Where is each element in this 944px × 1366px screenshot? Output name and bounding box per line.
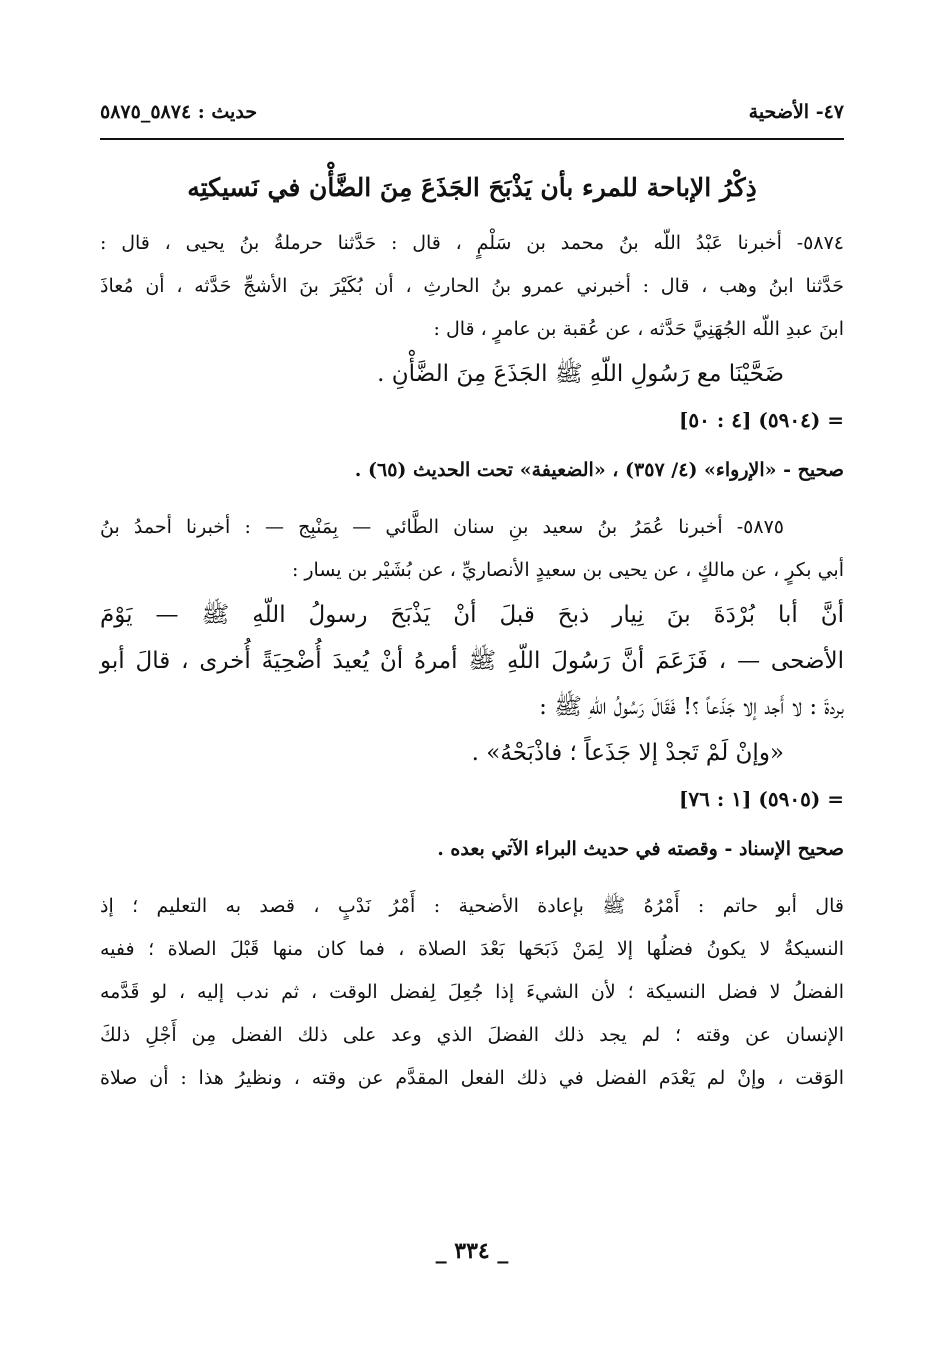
commentary-line: النسيكةُ لا يكونُ فضلُها إلا لِمَنْ ذَبَحَها بَعْدَ الصلاة ، فما كان منها قَبْلَ الصلاة ؛ ففيه — [100, 938, 844, 960]
page-number: _ ٣٣٤ _ — [435, 1238, 509, 1264]
matn-line: بردةَ : لا أَجد إلا جَذَعاً ؟! فَقَالَ رَسُولُ اللّهِ ﷺ : — [539, 694, 844, 720]
commentary-line: الفضلُ لا فضل النسيكة ؛ لأن الشيءَ إذا جُعِلَ لِفضل الوقت ، ثم ندب إليه ، لو قَدَّمه — [100, 981, 844, 1003]
section-title: ذِكْرُ الإباحة للمرء بأن يَذْبَحَ الجَذَعَ مِنَ الضَّأْن في نَسيكتِه — [187, 173, 757, 202]
chapter-title: ٤٧- الأضحية — [748, 101, 844, 123]
isnad-line: حَدَّثنا ابنُ وهب ، قال : أخبرني عمرو بنُ الحارثِ ، أن بُكَيْرَ بنَ الأشجِّ حَدَّثه ، أن مُعاذَ — [100, 275, 844, 297]
matn-line: الأضحى — ، فَزَعَمَ أنَّ رَسُولَ اللّهِ ﷺ أمرهُ أنْ يُعيدَ أُضْحِيَةً أُخرى ، قالَ أبو — [100, 648, 844, 674]
isnad-line: ٥٨٧٤- أخبرنا عَبْدُ اللّه بنُ محمد بن سَلْمٍ ، قال : حَدَّثنا حرملةُ بنُ يحيى ، قال : — [100, 232, 844, 254]
isnad-line: ٥٨٧٥- أخبرنا عُمَرُ بنُ سعيد بنِ سنان الطَّائي — بِمَنْبِج — : أخبرنا أحمدُ بنُ — [100, 516, 784, 538]
commentary-line: قال أبو حاتم : أَمْرُهُ ﷺ بإعادة الأضحية : أَمْرُ نَدْبٍ ، قصد به التعليم ؛ إذ — [100, 895, 844, 917]
cross-reference: = (٥٩٠٥) [١ : ٧٦] — [678, 787, 844, 811]
matn-line: ضَحَّيْنَا مع رَسُولِ اللّهِ ﷺ الجَذَعَ مِنَ الضَّأْنِ . — [377, 361, 784, 387]
cross-reference: = (٥٩٠٤) [٤ : ٥٠] — [678, 408, 844, 432]
running-header — [100, 92, 844, 132]
grading-note: صحيح - «الإرواء» (٤/ ٣٥٧) ، «الضعيفة» تحت الحديث (٦٥) . — [354, 459, 844, 481]
isnad-line: ابنَ عبدِ اللّه الجُهَنِيَّ حَدَّثه ، عن عُقبة بن عامرٍ ، قال : — [433, 318, 844, 340]
hadith-range: حديث : ٥٨٧٤_٥٨٧٥ — [100, 101, 258, 123]
commentary-line: الإنسان عن وقته ؛ لم يجد ذلك الفضلَ الذي وعد على ذلك الفضل مِن أَجْلِ ذلكَ — [100, 1024, 844, 1046]
page-body — [100, 160, 844, 1100]
grading-note: صحيح الإسناد - وقصته في حديث البراء الآتي بعده . — [437, 838, 844, 860]
commentary-line: الوَقت ، وإنْ لم يَعْدَم الفضل في ذلك الفعل المقدَّم عن وقته ، ونظيرُ هذا : أن صلاة — [100, 1067, 844, 1089]
isnad-line: أبي بكرٍ ، عن مالكٍ ، عن يحيى بن سعيدٍ الأنصاريِّ ، عن بُشَيْر بن يسار : — [291, 559, 844, 581]
matn-line: أنَّ أبا بُرْدَةَ بنَ نِيار ذبحَ قبلَ أنْ يَذْبَحَ رسولُ اللّهِ ﷺ — يَوْمَ — [100, 602, 844, 628]
matn-line: «وإنْ لَمْ تَجدْ إلا جَذَعاً ؛ فاذْبَحْهُ» . — [471, 740, 784, 766]
header-divider — [100, 138, 844, 140]
